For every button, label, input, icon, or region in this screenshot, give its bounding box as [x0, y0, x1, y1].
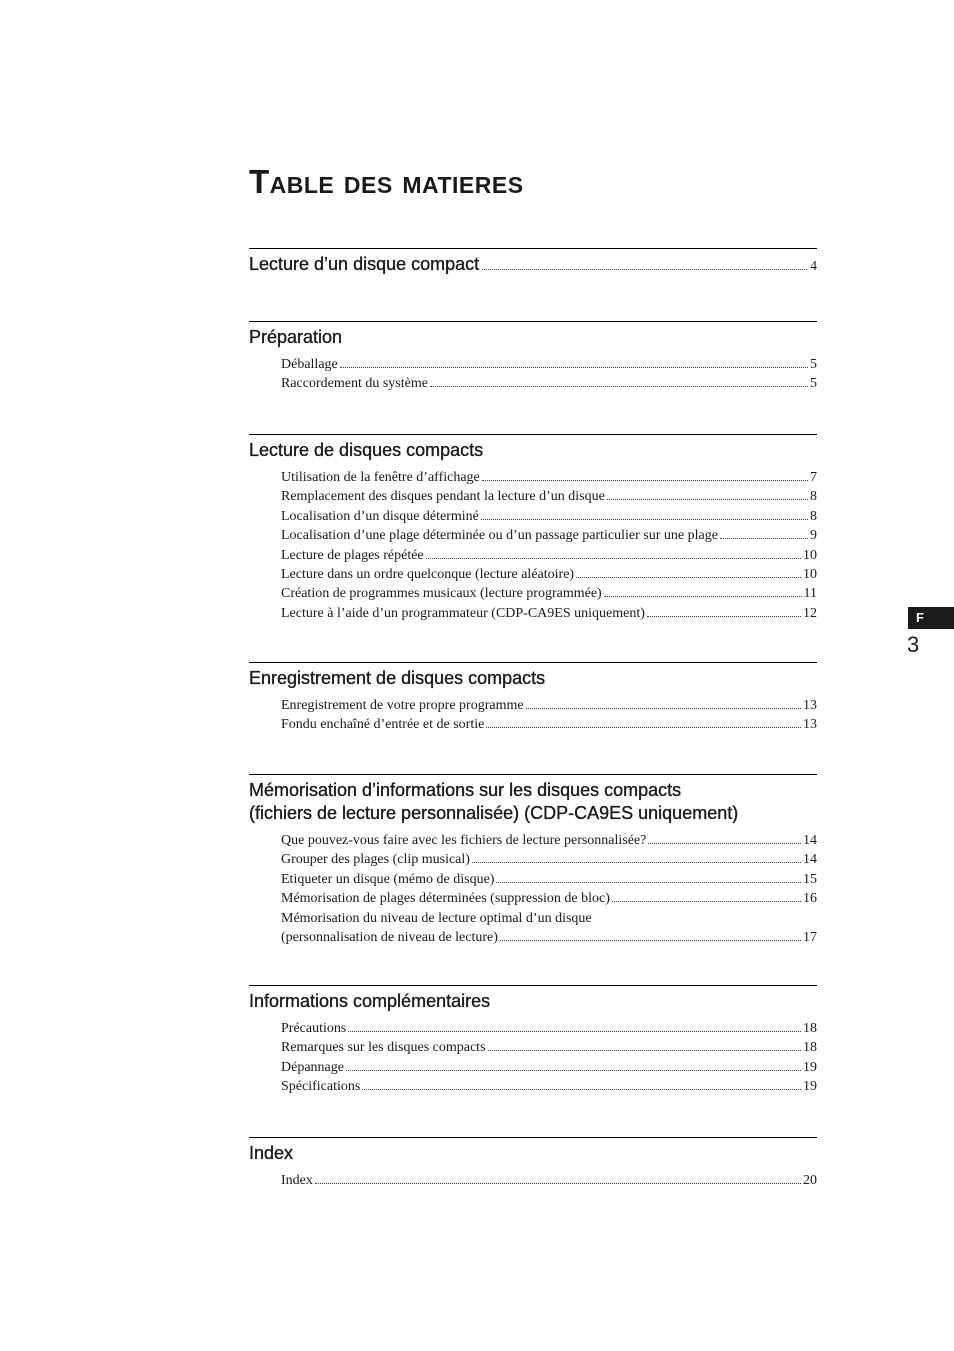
dot-leader — [482, 480, 808, 481]
toc-entry[interactable] — [249, 565, 817, 584]
entry-title: Lecture de plages répétée — [281, 547, 424, 563]
toc-entry[interactable] — [249, 584, 817, 603]
page-ref: 9 — [810, 528, 817, 544]
entry-title: Que pouvez-vous faire avec les fichiers de lecture personnalisée? — [281, 833, 647, 848]
dot-leader — [348, 1031, 801, 1032]
page-ref: 18 — [803, 1021, 817, 1036]
page-ref: 19 — [803, 1059, 817, 1075]
entry-title: Spécifications — [281, 1079, 361, 1095]
toc-entry[interactable] — [249, 1038, 817, 1057]
entry-title: Lecture dans un ordre quelconque (lecture aléatoire) — [281, 566, 575, 582]
section-heading: Lecture d’un disque compact — [249, 254, 480, 274]
dot-leader — [648, 843, 801, 844]
toc-section-memorisation — [249, 774, 817, 947]
page-ref: 8 — [810, 508, 817, 524]
page-ref: 14 — [803, 852, 817, 868]
dot-leader — [315, 1183, 801, 1184]
page-ref: 4 — [810, 258, 817, 273]
page-ref: 10 — [803, 566, 817, 582]
dot-leader — [488, 1050, 801, 1051]
section-rule — [249, 321, 817, 322]
page-ref: 12 — [803, 605, 817, 621]
page-ref: 15 — [803, 871, 817, 887]
toc-section-index — [249, 1137, 817, 1190]
dot-leader — [607, 499, 808, 500]
language-tab: F — [908, 607, 954, 629]
entry-title: Index — [281, 1173, 313, 1188]
toc-section-informations — [249, 985, 817, 1097]
toc-section-lecture-disque — [249, 248, 817, 276]
dot-leader — [472, 862, 801, 863]
entry-title: Etiqueter un disque (mémo de disque) — [281, 871, 495, 887]
entry-title: Création de programmes musicaux (lecture programmée) — [281, 586, 602, 602]
entry-title: Fondu enchaîné d’entrée et de sortie — [281, 717, 485, 733]
section-rule — [249, 1137, 817, 1138]
entry-title: Déballage — [281, 357, 338, 372]
page-ref: 16 — [803, 891, 817, 907]
page-ref: 14 — [803, 833, 817, 848]
section-rule — [249, 774, 817, 775]
toc-entry[interactable] — [249, 831, 817, 850]
page-ref: 13 — [803, 717, 817, 733]
dot-leader — [604, 596, 802, 597]
page-ref: 20 — [803, 1173, 817, 1188]
dot-leader — [486, 727, 801, 728]
entry-title: Grouper des plages (clip musical) — [281, 852, 470, 868]
section-rule — [249, 434, 817, 435]
section-heading: Index — [249, 1143, 294, 1163]
toc-entry[interactable] — [249, 1019, 817, 1038]
toc-entry[interactable] — [249, 1058, 817, 1077]
page-ref: 11 — [803, 586, 817, 602]
page-ref: 17 — [803, 929, 817, 945]
toc-entry[interactable] — [249, 889, 817, 908]
toc-entry[interactable] — [249, 850, 817, 869]
entry-title: Localisation d’un disque déterminé — [281, 508, 479, 524]
entry-title: Remarques sur les disques compacts — [281, 1040, 486, 1056]
page-ref: 5 — [810, 376, 817, 392]
toc-entry[interactable] — [249, 546, 817, 565]
page-ref: 5 — [810, 357, 817, 372]
dot-leader — [340, 367, 808, 368]
dot-leader — [346, 1070, 801, 1071]
entry-title: Lecture à l’aide d’un programmateur (CDP-CA9ES uniquement) — [281, 605, 645, 621]
toc-entry[interactable] — [249, 253, 817, 276]
section-heading: Informations complémentaires — [249, 991, 491, 1011]
page-ref: 19 — [803, 1079, 817, 1095]
toc-entry[interactable] — [249, 870, 817, 889]
toc-entry[interactable] — [249, 526, 817, 545]
dot-leader — [430, 386, 808, 387]
toc-entry[interactable] — [249, 1171, 817, 1190]
dot-leader — [647, 616, 801, 617]
entry-title: Localisation d’une plage déterminée ou d’un passage particulier sur une plage — [281, 528, 718, 544]
entry-title: Précautions — [281, 1021, 347, 1036]
toc-entry[interactable] — [249, 715, 817, 734]
dot-leader — [481, 519, 808, 520]
entry-title: Raccordement du système — [281, 376, 428, 392]
toc-section-preparation — [249, 321, 817, 394]
section-rule — [249, 248, 817, 249]
toc-entry[interactable] — [249, 468, 817, 487]
dot-leader — [500, 940, 801, 941]
dot-leader — [426, 558, 801, 559]
dot-leader — [362, 1089, 801, 1090]
toc-entry[interactable] — [249, 1077, 817, 1096]
section-heading-cont: (fichiers de lecture personnalisée) (CDP-CA9ES uniquement) — [249, 803, 739, 823]
page-ref: 18 — [803, 1040, 817, 1056]
page-title: Table des matieres — [249, 163, 524, 200]
toc-entry[interactable] — [249, 487, 817, 506]
toc-entry[interactable] — [249, 604, 817, 623]
section-rule — [249, 662, 817, 663]
page-ref: 13 — [803, 698, 817, 713]
toc-entry[interactable] — [249, 696, 817, 715]
toc-entry[interactable] — [249, 928, 817, 947]
page-number: 3 — [907, 632, 920, 657]
dot-leader — [720, 538, 808, 539]
dot-leader — [576, 577, 801, 578]
page-ref: 8 — [810, 489, 817, 505]
dot-leader — [612, 901, 801, 902]
entry-title: Dépannage — [281, 1059, 344, 1075]
entry-title: Mémorisation de plages déterminées (suppression de bloc) — [281, 891, 610, 907]
section-heading: Lecture de disques compacts — [249, 440, 484, 460]
dot-leader — [482, 269, 807, 270]
toc-section-enregistrement — [249, 662, 817, 735]
section-rule — [249, 985, 817, 986]
dot-leader — [526, 708, 801, 709]
entry-title: Remplacement des disques pendant la lecture d’un disque — [281, 489, 605, 505]
page-ref: 7 — [810, 470, 817, 485]
dot-leader — [496, 882, 801, 883]
toc-entry[interactable] — [249, 507, 817, 526]
toc-entry[interactable] — [249, 374, 817, 393]
section-heading: Préparation — [249, 327, 343, 347]
page-ref: 10 — [803, 547, 817, 563]
toc-entry[interactable] — [249, 355, 817, 374]
entry-title: Utilisation de la fenêtre d’affichage — [281, 470, 480, 485]
section-heading: Enregistrement de disques compacts — [249, 668, 546, 688]
section-heading: Mémorisation d’informations sur les disques compacts — [249, 780, 682, 800]
entry-title: Enregistrement de votre propre programme — [281, 698, 524, 713]
toc-section-lecture-disques — [249, 434, 817, 623]
entry-title: (personnalisation de niveau de lecture) — [281, 929, 498, 945]
entry-title-line1: Mémorisation du niveau de lecture optimal d’un disque — [281, 910, 592, 926]
